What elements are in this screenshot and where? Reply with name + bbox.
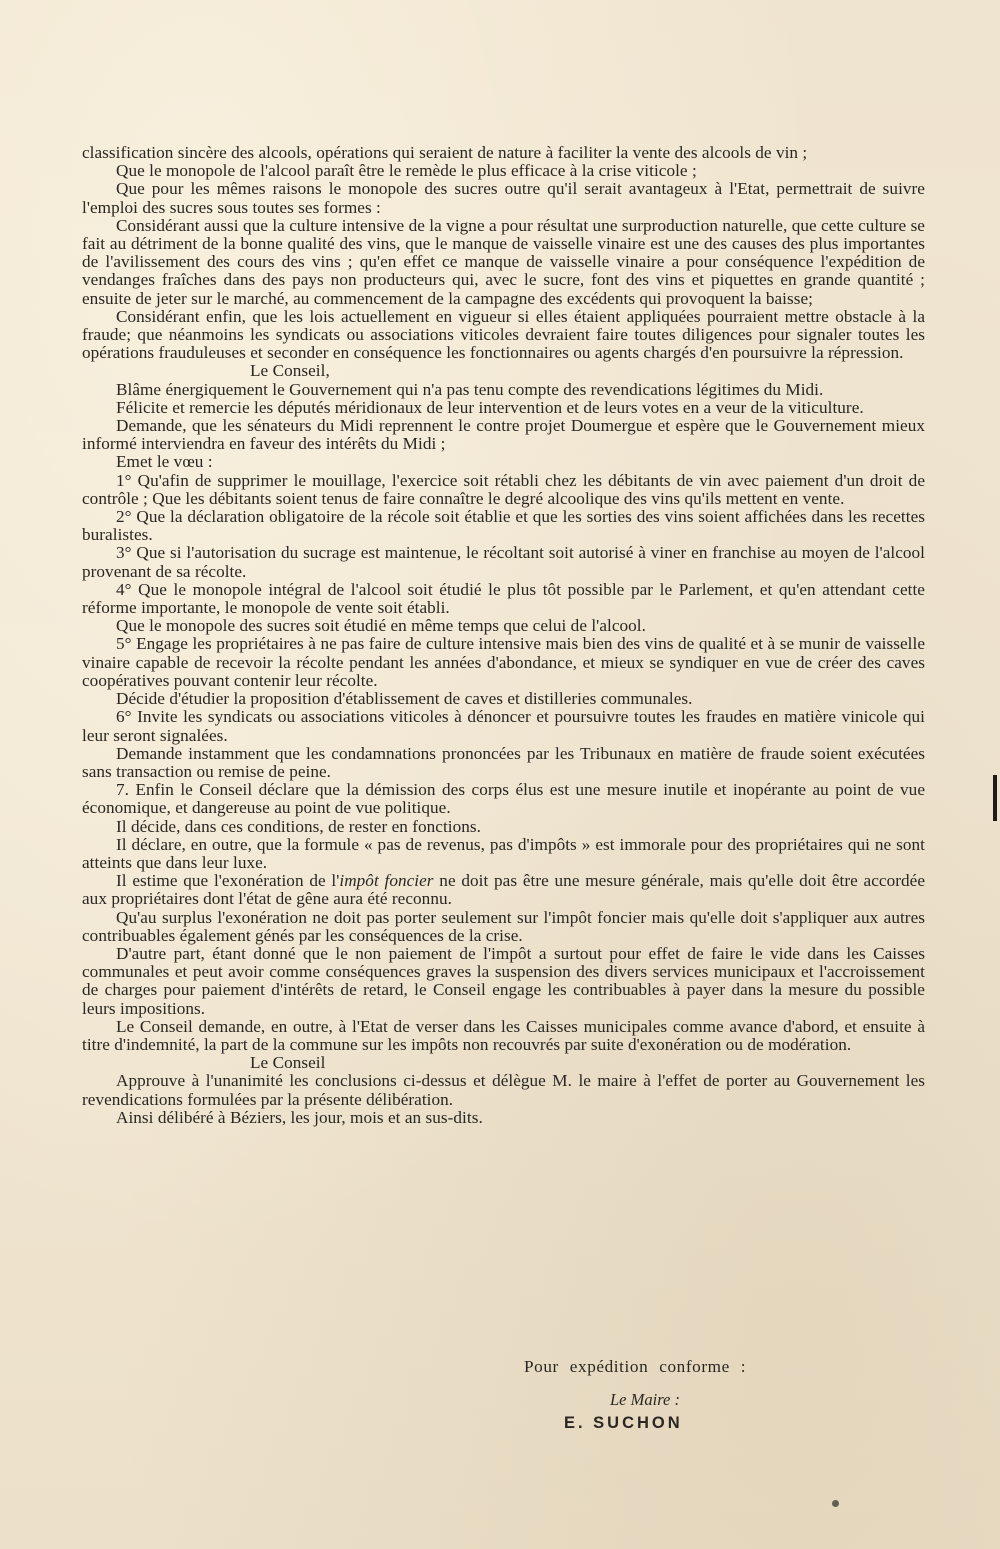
ink-spot xyxy=(832,1500,839,1507)
paragraph-monopole-sucres: Que pour les mêmes raisons le monopole des sucres outre qu'il serait avantageux à l'Etat, permettrait de suivre l'emploi des sucres sous toutes ses formes : xyxy=(82,179,925,217)
signature-name: E. SUCHON xyxy=(564,1414,683,1432)
resolution-item-3: 3° Que si l'autorisation du sucrage est maintenue, le récoltant soit autorisé à viner en franchise au moyen de l'alcool provenant de sa récolte. xyxy=(82,543,925,581)
paragraph-lois-fraude: Considérant enfin, que les lois actuellement en vigueur si elles étaient appliquées pourraient mettre obstacle à la fraude; que néanmoins les syndicats ou associations viticoles devraient faire toutes diligences pour signaler toutes les opérations frauduleuses et seconder en conséquence les fonctionnaires ou agents chargés d'en poursuivre la répression. xyxy=(82,306,925,363)
resolution-blame: Blâme énergiquement le Gouvernement qui n'a pas tenu compte des revendications légitimes du Midi. xyxy=(116,379,824,399)
resolution-rester-fonctions: Il décide, dans ces conditions, de rester en fonctions. xyxy=(116,816,482,836)
section-heading-conseil-final: Le Conseil xyxy=(250,1053,326,1073)
italic-term-impot-foncier: impôt foncier xyxy=(339,871,434,891)
signature-role: Le Maire : xyxy=(610,1390,680,1409)
edge-ink-mark xyxy=(993,775,997,821)
resolution-exoneration-impot-foncier xyxy=(82,872,925,908)
resolution-caisses-municipales: Le Conseil demande, en outre, à l'Etat de verser dans les Caisses municipales comme avance d'abord, et ensuite à titre d'indemnité, la part de la commune sur les impôts non recouvrés par suite d'exonération ou de modération. xyxy=(82,1016,925,1054)
resolution-item-2: 2° Que la déclaration obligatoire de la récole soit établie et que les sorties des vins soient affichées dans les recettes buralistes. xyxy=(82,507,925,545)
resolution-caves-distilleries: Décide d'étudier la proposition d'établissement de caves et distilleries communales. xyxy=(116,689,693,709)
resolution-item-5: 5° Engage les propriétaires à ne pas faire de culture intensive mais bien des vins de qualité et à se munir de vaisselle vinaire capable de recevoir la récolte pendant les années d'abondance, et mieux se syndiquer en vue de créer des caves coopératives pouvant contenir leur récolte. xyxy=(82,634,925,690)
closing-approuve: Approuve à l'unanimité les conclusions ci-dessus et délègue M. le maire à l'effet de porter au Gouvernement les revendications formulées par la présente délibération. xyxy=(82,1071,925,1109)
resolution-text-part: Il estime que l'exonération de l' xyxy=(116,871,340,891)
paragraph-culture-intensive: Considérant aussi que la culture intensive de la vigne a pour résultat une surproduction naturelle, que cette culture se fait au détriment de la bonne qualité des vins, que le manque de vaisselle vinaire est une des causes des plus importantes de l'avilissement des cours des vins ; qu'en effet ce manque de vaisselle vinaire a pour conséquence l'expédition de vendanges fraîches dans des pays non producteurs qui, avec le sucre, font des vins et piquettes en grande quantité ; ensuite de jeter sur le marché, au commencement de la campagne des excédents qui provoquent la baisse; xyxy=(82,215,925,308)
resolution-exoneration-contribuables: Qu'au surplus l'exonération ne doit pas porter seulement sur l'impôt foncier mais qu'elle doit s'appliquer aux autres contribuables également génés par les conséquences de la crise. xyxy=(82,907,925,945)
resolution-item-4: 4° Que le monopole intégral de l'alcool soit étudié le plus tôt possible par le Parlement, et qu'en attendant cette réforme importante, le monopole de vente soit établi. xyxy=(82,579,925,618)
resolution-non-paiement: D'autre part, étant donné que le non paiement de l'impôt a surtout pour effet de faire le vide dans les Caisses communales et peut avoir comme conséquences graves la suspension des divers services municipaux et l'accroissement de charges pour paiement d'intérêts de retard, le Conseil engage les contribuables à payer dans la mesure du possible leurs impositions. xyxy=(82,943,925,1018)
resolution-emet-voeu: Emet le vœu : xyxy=(116,452,213,472)
resolution-condamnations: Demande instamment que les condamnations prononcées par les Tribunaux en matière de fraude soient exécutées sans transaction ou remise de peine. xyxy=(82,743,925,781)
closing-delibere: Ainsi délibéré à Béziers, les jour, mois et an sus-dits. xyxy=(116,1107,483,1127)
resolution-felicite: Félicite et remercie les députés méridionaux de leur intervention et de leurs votes en a veur de la viticulture. xyxy=(116,397,864,417)
resolution-monopole-sucres: Que le monopole des sucres soit étudié en même temps que celui de l'alcool. xyxy=(116,616,646,636)
section-heading-conseil: Le Conseil, xyxy=(250,361,330,381)
resolution-item-1: 1° Qu'afin de supprimer le mouillage, l'exercice soit rétabli chez les débitants de vin avec paiement d'un droit de contrôle ; Que les débitants soient tenus de faire connaître le degré alcoolique des vins qu'ils mettent en vente. xyxy=(82,470,925,508)
resolution-item-6: 6° Invite les syndicats ou associations viticoles à dénoncer et poursuivre toutes les fraudes en matière vinicole qui leur seront signalées. xyxy=(82,707,925,745)
resolution-formule-immorale: Il déclare, en outre, que la formule « pas de revenus, pas d'impôts » est immorale pour des propriétaires qui ne sont atteints que dans leur luxe. xyxy=(82,834,925,872)
resolution-text-part: ne doit pas être une mesure générale, mais qu'elle doit être accordée aux propriétaires dont l'état de gêne aura été reconnu. xyxy=(82,871,925,909)
resolution-item-7: 7. Enfin le Conseil déclare que la démission des corps élus est une mesure inutile et inopérante au point de vue économique, et dangereuse au point de vue politique. xyxy=(82,780,925,818)
resolution-senateurs: Demande, que les sénateurs du Midi reprennent le contre projet Doumergue et espère que le Gouvernement mieux informé interviendra en faveur des intérêts du Midi ; xyxy=(82,416,925,454)
signature-conform-line: Pour expédition conforme : xyxy=(524,1357,747,1376)
paragraph-monopole-alcool: Que le monopole de l'alcool paraît être le remède le plus efficace à la crise viticole ; xyxy=(116,161,697,181)
paragraph-classification: classification sincère des alcools, opérations qui seraient de nature à faciliter la vente des alcools de vin ; xyxy=(82,143,808,162)
document-body xyxy=(82,144,925,1127)
